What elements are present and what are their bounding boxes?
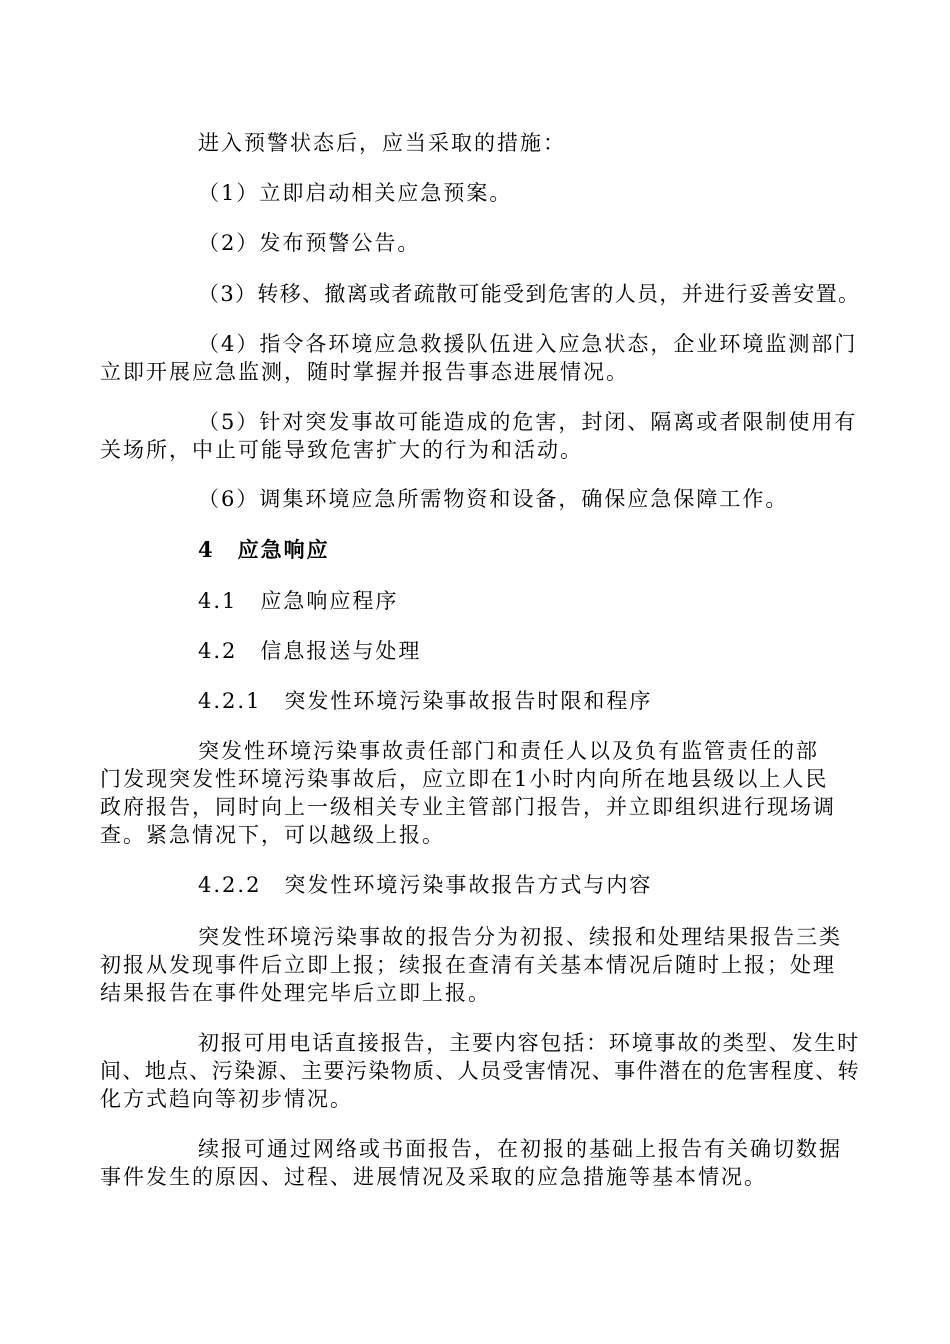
paragraph-line: 初报可用电话直接报告，主要内容包括：环境事故的类型、发生时: [198, 1031, 860, 1055]
paragraph-line: 突发性环境污染事故责任部门和责任人以及负有监管责任的部: [198, 739, 819, 763]
list-item: （3）转移、撤离或者疏散可能受到危害的人员，并进行妥善安置。: [198, 282, 861, 306]
paragraph-line: 政府报告，同时向上一级相关专业主管部门报告，并立即组织进行现场调: [100, 795, 836, 819]
list-item: （4）指令各环境应急救援队伍进入应急状态，企业环境监测部门: [198, 332, 858, 356]
subsection-heading: 4.1 应急响应程序: [198, 589, 399, 613]
subsection-heading: 4.2.1 突发性环境污染事故报告时限和程序: [198, 689, 653, 713]
paragraph-line: 化方式趋向等初步情况。: [100, 1087, 353, 1111]
paragraph-line: 事件发生的原因、过程、进展情况及采取的应急措施等基本情况。: [100, 1165, 767, 1189]
list-item-continuation: 关场所，中止可能导致危害扩大的行为和活动。: [100, 438, 583, 462]
paragraph-line: 进入预警状态后，应当采取的措施：: [198, 131, 566, 155]
paragraph-line: 查。紧急情况下，可以越级上报。: [100, 823, 445, 847]
list-item: （6）调集环境应急所需物资和设备，确保应急保障工作。: [198, 487, 789, 511]
list-item: （1）立即启动相关应急预案。: [198, 181, 513, 205]
paragraph-line: 突发性环境污染事故的报告分为初报、续报和处理结果报告三类: [198, 925, 842, 949]
paragraph-line: 结果报告在事件处理完毕后立即上报。: [100, 981, 491, 1005]
list-item-continuation: 立即开展应急监测，随时掌握并报告事态进展情况。: [100, 360, 629, 384]
paragraph-line: 门发现突发性环境污染事故后，应立即在1小时内向所在地县级以上人民: [100, 767, 829, 791]
paragraph-line: 间、地点、污染源、主要污染物质、人员受害情况、事件潜在的危害程度、转: [100, 1059, 860, 1083]
list-item: （2）发布预警公告。: [198, 231, 421, 255]
subsection-heading: 4.2.2 突发性环境污染事故报告方式与内容: [198, 873, 653, 897]
section-heading: 4 应急响应: [198, 537, 330, 562]
subsection-heading: 4.2 信息报送与处理: [198, 639, 422, 663]
list-item: （5）针对突发事故可能造成的危害，封闭、隔离或者限制使用有: [198, 410, 858, 434]
paragraph-line: 续报可通过网络或书面报告，在初报的基础上报告有关确切数据: [198, 1137, 842, 1161]
paragraph-line: 初报从发现事件后立即上报；续报在查清有关基本情况后随时上报；处理: [100, 953, 836, 977]
